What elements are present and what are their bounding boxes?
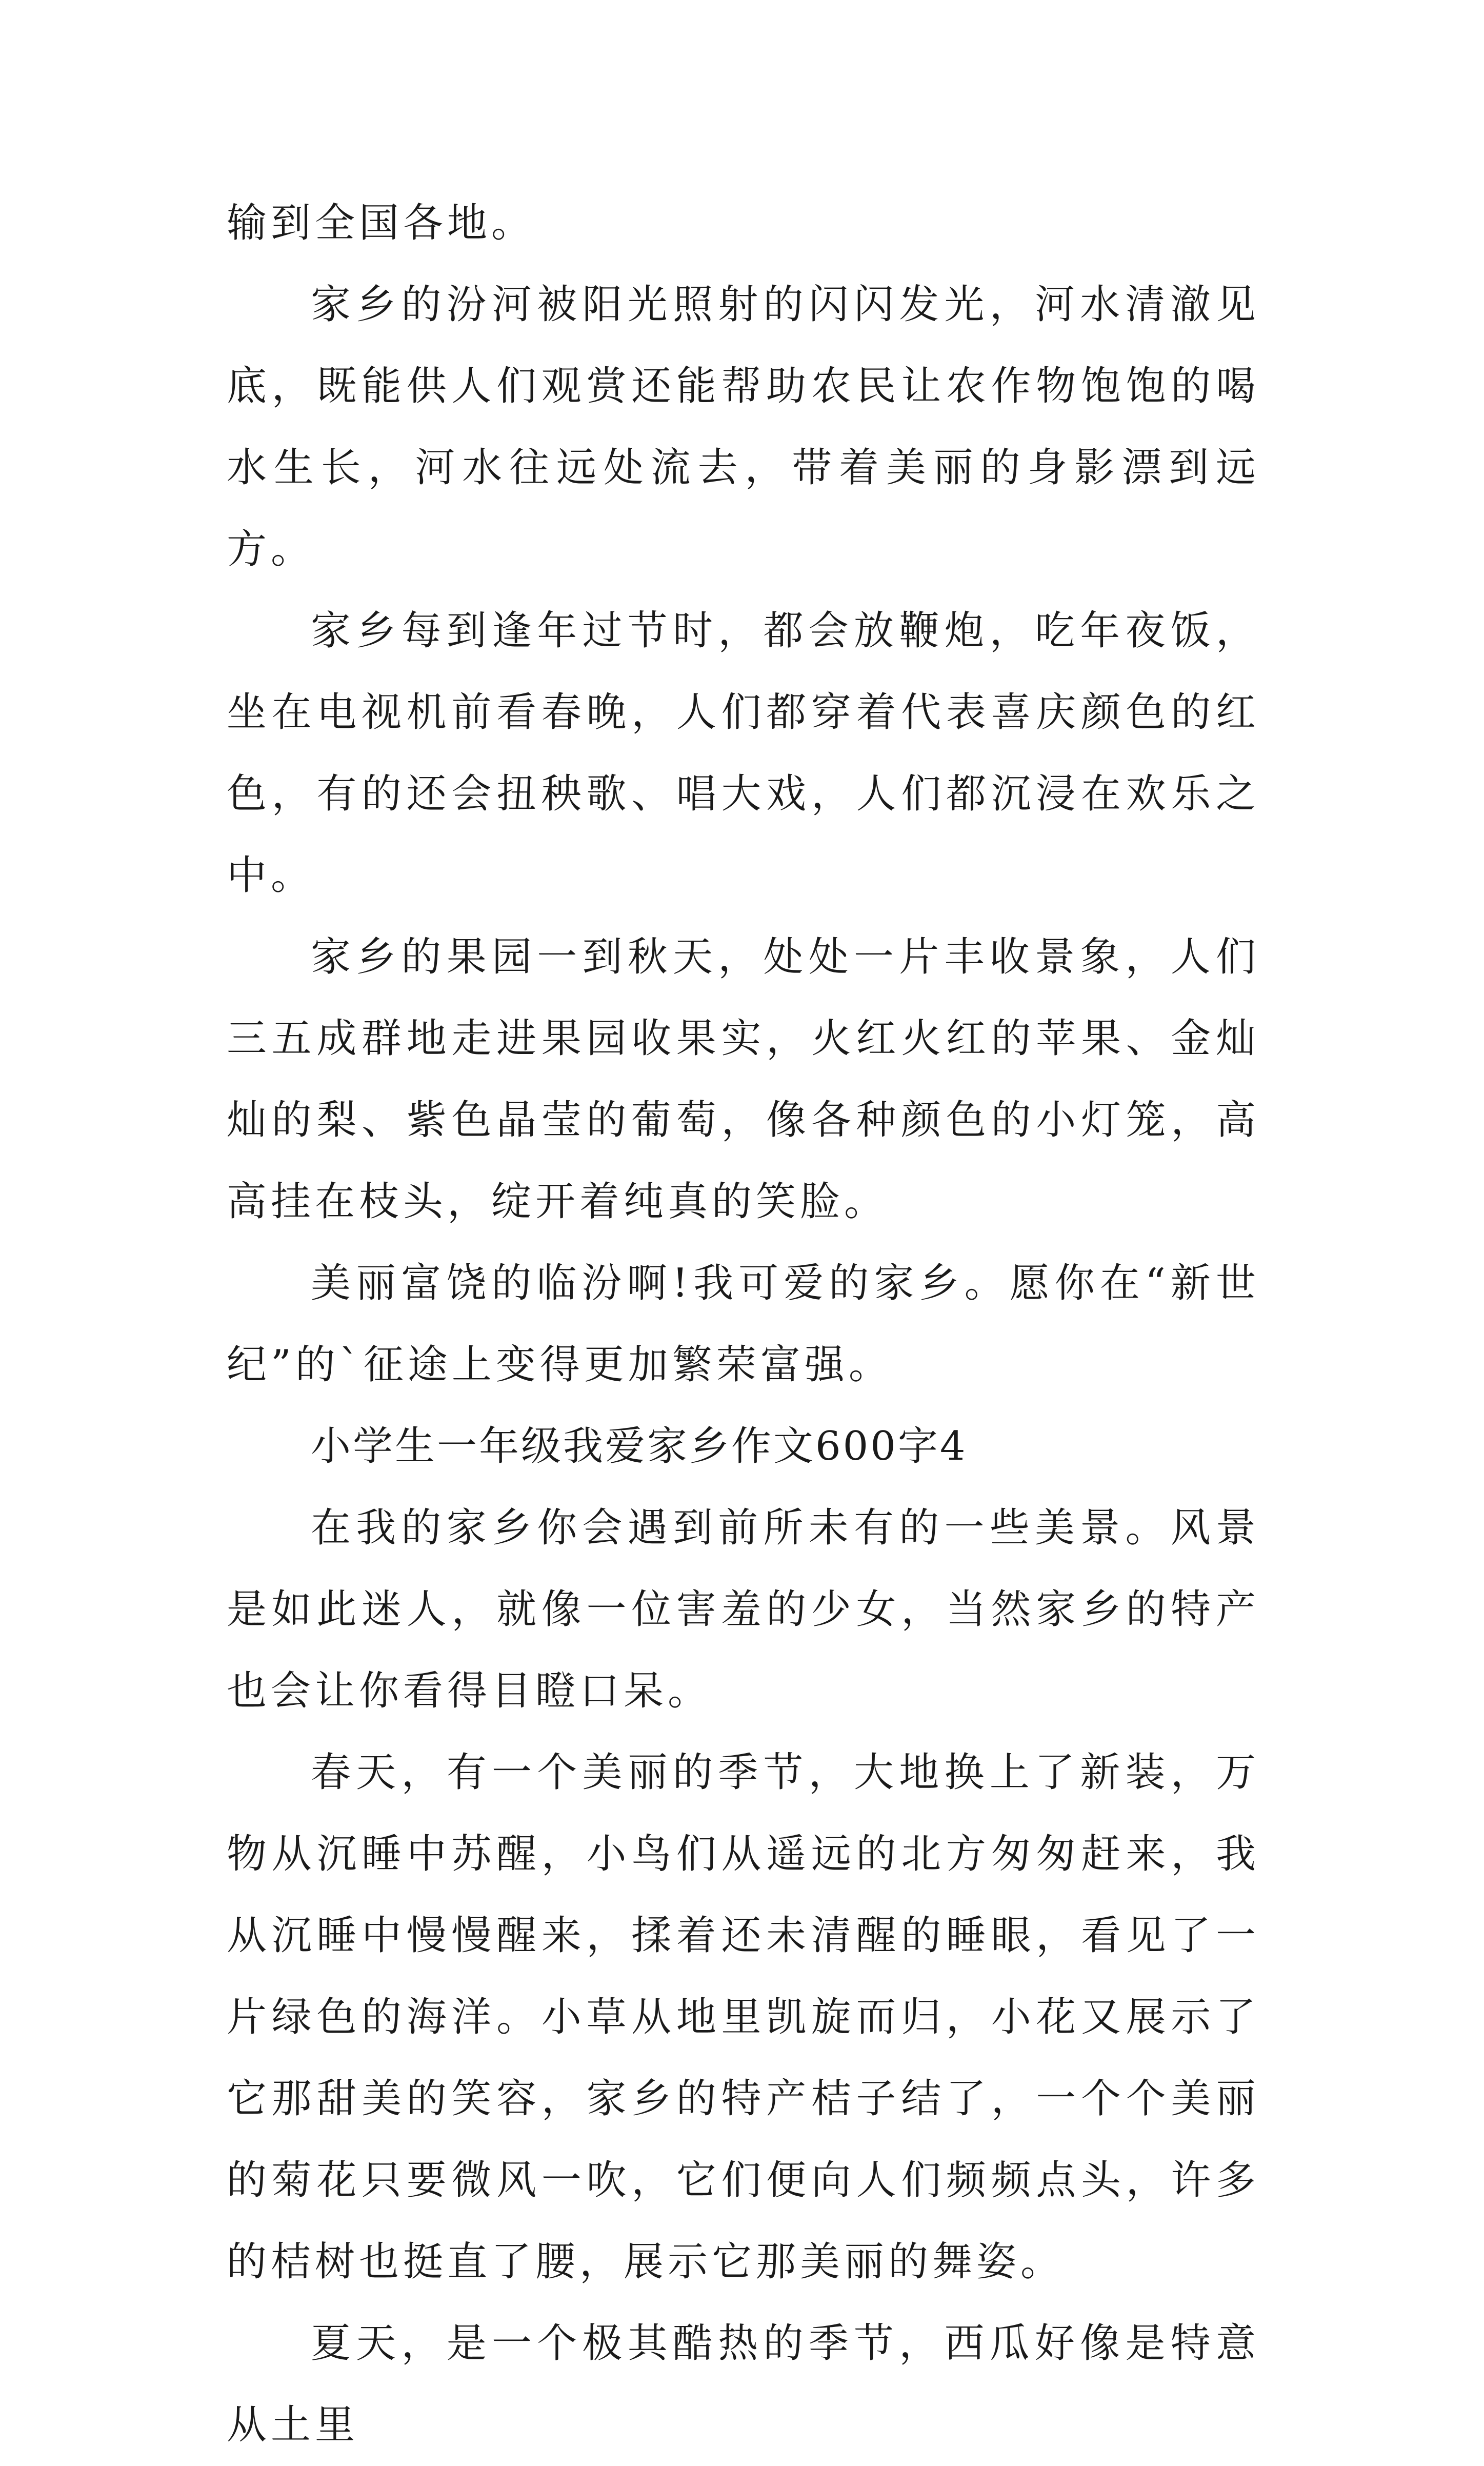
paragraph-scenery: 在我的家乡你会遇到前所未有的一些美景。风景是如此迷人，就像一位害羞的少女，当然家乡的特产也会让你看得目瞪口呆。 [227,1505,1260,1714]
document-body [227,183,1260,2466]
paragraph-orchard: 家乡的果园一到秋天，处处一片丰收景象，人们三五成群地走进果园收果实，火红火红的苹果、金灿灿的梨、紫色晶莹的葡萄，像各种颜色的小灯笼，高高挂在枝头，绽开着纯真的笑脸。 [227,934,1260,1225]
paragraph-fen-river: 家乡的汾河被阳光照射的闪闪发光，河水清澈见底，既能供人们观赏还能帮助农民让农作物饱饱的喝水生长，河水往远处流去，带着美丽的身影漂到远方。 [227,282,1260,572]
section-heading: 小学生一年级我爱家乡作文600字4 [311,1423,968,1469]
paragraph-summer: 夏天，是一个极其酷热的季节，西瓜好像是特意从土里 [227,2320,1260,2448]
paragraph-linfen-wish: 美丽富饶的临汾啊!我可爱的家乡。愿你在“新世纪”的`征途上变得更加繁荣富强。 [227,1260,1260,1388]
paragraph-continuation: 输到全国各地。 [227,200,536,246]
paragraph-new-year: 家乡每到逢年过节时，都会放鞭炮，吃年夜饭，坐在电视机前看春晚，人们都穿着代表喜庆颜色的红色，有的还会扭秧歌、唱大戏，人们都沉浸在欢乐之中。 [227,608,1260,899]
paragraph-spring: 春天，有一个美丽的季节，大地换上了新装，万物从沉睡中苏醒，小鸟们从遥远的北方匆匆赶来，我从沉睡中慢慢醒来，揉着还未清醒的睡眼，看见了一片绿色的海洋。小草从地里凯旋而归，小花又展示了它那甜美的笑容，家乡的特产桔子结了，一个个美丽的菊花只要微风一吹，它们便向人们频频点头，许多的桔树也挺直了腰，展示它那美丽的舞姿。 [227,1749,1260,2285]
